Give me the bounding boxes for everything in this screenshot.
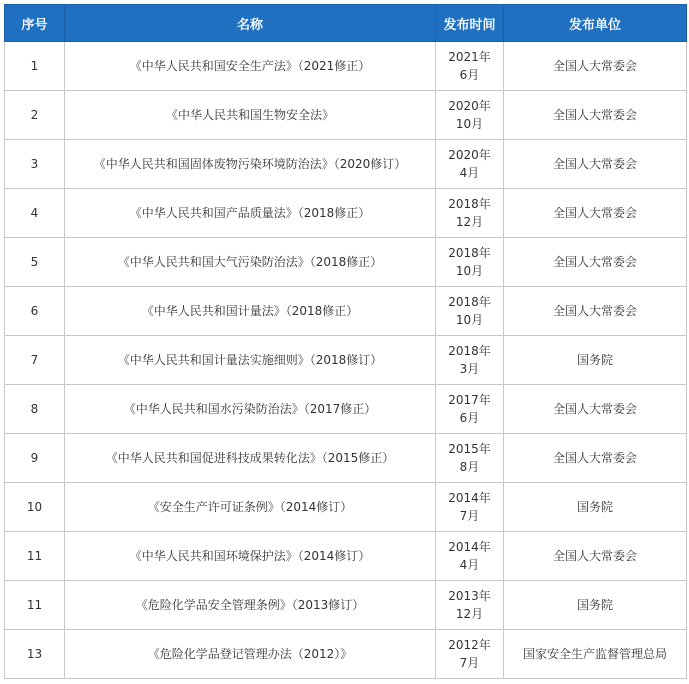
cell-release-date: 2021年6月	[436, 42, 504, 91]
table-row	[5, 238, 687, 287]
cell-serial-number: 10	[5, 483, 65, 532]
cell-serial-number: 5	[5, 238, 65, 287]
cell-issuer: 全国人大常委会	[504, 532, 687, 581]
cell-name: 《中华人民共和国计量法》（2018修正）	[65, 287, 436, 336]
cell-release-date: 2018年3月	[436, 336, 504, 385]
cell-serial-number: 2	[5, 91, 65, 140]
table-row	[5, 91, 687, 140]
cell-serial-number: 11	[5, 581, 65, 630]
cell-release-date: 2015年8月	[436, 434, 504, 483]
table-row	[5, 140, 687, 189]
cell-release-date: 2012年7月	[436, 630, 504, 679]
header-issuer: 发布单位	[504, 5, 687, 42]
table-row	[5, 434, 687, 483]
cell-serial-number: 3	[5, 140, 65, 189]
cell-issuer: 国家安全生产监督管理总局	[504, 630, 687, 679]
cell-serial-number: 4	[5, 189, 65, 238]
cell-issuer: 全国人大常委会	[504, 238, 687, 287]
cell-release-date: 2013年12月	[436, 581, 504, 630]
table-row	[5, 287, 687, 336]
cell-release-date: 2017年6月	[436, 385, 504, 434]
cell-release-date: 2014年7月	[436, 483, 504, 532]
cell-release-date: 2018年12月	[436, 189, 504, 238]
cell-issuer: 国务院	[504, 336, 687, 385]
cell-name: 《中华人民共和国大气污染防治法》（2018修正）	[65, 238, 436, 287]
cell-name: 《中华人民共和国产品质量法》（2018修正）	[65, 189, 436, 238]
cell-issuer: 全国人大常委会	[504, 287, 687, 336]
cell-serial-number: 9	[5, 434, 65, 483]
table-row	[5, 581, 687, 630]
cell-name: 《中华人民共和国固体废物污染环境防治法》（2020修订）	[65, 140, 436, 189]
cell-name: 《中华人民共和国促进科技成果转化法》（2015修正）	[65, 434, 436, 483]
cell-name: 《中华人民共和国安全生产法》（2021修正）	[65, 42, 436, 91]
cell-release-date: 2018年10月	[436, 238, 504, 287]
cell-name: 《中华人民共和国计量法实施细则》（2018修订）	[65, 336, 436, 385]
header-release-date: 发布时间	[436, 5, 504, 42]
cell-name: 《中华人民共和国生物安全法》	[65, 91, 436, 140]
regulations-table	[4, 4, 687, 679]
cell-serial-number: 7	[5, 336, 65, 385]
cell-serial-number: 13	[5, 630, 65, 679]
cell-release-date: 2014年4月	[436, 532, 504, 581]
cell-name: 《安全生产许可证条例》（2014修订）	[65, 483, 436, 532]
cell-issuer: 全国人大常委会	[504, 42, 687, 91]
header-serial-number: 序号	[5, 5, 65, 42]
cell-issuer: 全国人大常委会	[504, 189, 687, 238]
table-row	[5, 42, 687, 91]
table-header-row	[5, 5, 687, 42]
table-row	[5, 532, 687, 581]
cell-release-date: 2020年10月	[436, 91, 504, 140]
cell-serial-number: 8	[5, 385, 65, 434]
cell-name: 《危险化学品登记管理办法（2012）》	[65, 630, 436, 679]
cell-issuer: 全国人大常委会	[504, 434, 687, 483]
table-row	[5, 630, 687, 679]
cell-release-date: 2018年10月	[436, 287, 504, 336]
cell-serial-number: 11	[5, 532, 65, 581]
cell-name: 《中华人民共和国环境保护法》（2014修订）	[65, 532, 436, 581]
cell-issuer: 国务院	[504, 483, 687, 532]
cell-release-date: 2020年4月	[436, 140, 504, 189]
table-row	[5, 385, 687, 434]
cell-serial-number: 1	[5, 42, 65, 91]
cell-name: 《危险化学品安全管理条例》（2013修订）	[65, 581, 436, 630]
cell-serial-number: 6	[5, 287, 65, 336]
table-row	[5, 483, 687, 532]
cell-name: 《中华人民共和国水污染防治法》（2017修正）	[65, 385, 436, 434]
cell-issuer: 全国人大常委会	[504, 91, 687, 140]
header-name: 名称	[65, 5, 436, 42]
table-row	[5, 189, 687, 238]
cell-issuer: 全国人大常委会	[504, 140, 687, 189]
cell-issuer: 全国人大常委会	[504, 385, 687, 434]
cell-issuer: 国务院	[504, 581, 687, 630]
table-row	[5, 336, 687, 385]
